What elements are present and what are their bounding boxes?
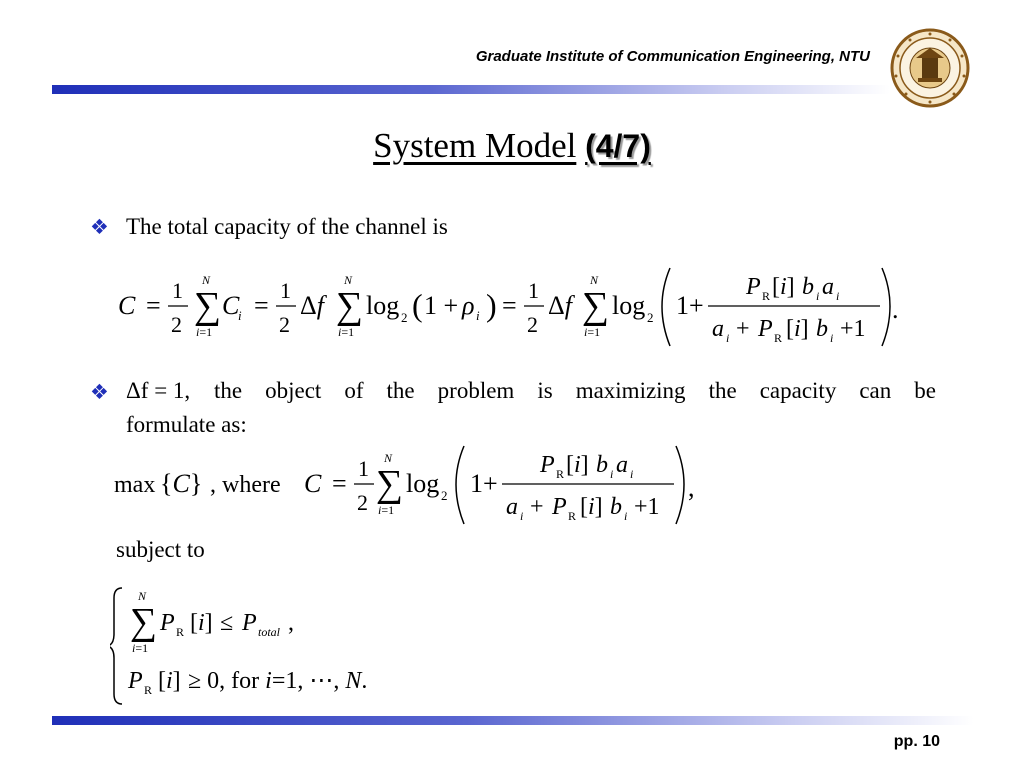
svg-text:2: 2 bbox=[527, 312, 538, 337]
subject-to-label: subject to bbox=[116, 537, 205, 562]
svg-text:, where: , where bbox=[210, 472, 281, 498]
svg-text:P: P bbox=[128, 668, 143, 694]
svg-text:[i]: [i] bbox=[158, 668, 181, 694]
svg-text:[i]: [i] bbox=[566, 452, 589, 478]
svg-text:i: i bbox=[624, 509, 628, 523]
svg-text:i: i bbox=[836, 289, 840, 303]
svg-text:a: a bbox=[506, 494, 518, 520]
bullet-1-text: The total capacity of the channel is bbox=[126, 214, 448, 239]
svg-text:∑: ∑ bbox=[582, 285, 610, 327]
svg-text:,: , bbox=[688, 473, 695, 502]
svg-text:[i]: [i] bbox=[772, 274, 795, 300]
svg-text:i=1: i=1 bbox=[378, 503, 395, 517]
slide-title bbox=[0, 126, 1024, 166]
svg-text:i: i bbox=[816, 289, 820, 303]
bullet-2-text-cont: formulate as: bbox=[126, 412, 247, 437]
diamond-bullet-icon: ❖ bbox=[90, 380, 109, 404]
svg-text:=: = bbox=[502, 291, 517, 320]
svg-text:R: R bbox=[144, 683, 153, 697]
svg-text:2: 2 bbox=[171, 312, 182, 337]
svg-text:R: R bbox=[176, 625, 185, 639]
svg-text:=: = bbox=[332, 469, 347, 498]
svg-text:): ) bbox=[486, 287, 497, 323]
svg-text:b: b bbox=[596, 452, 608, 478]
svg-text:∑: ∑ bbox=[336, 285, 364, 327]
svg-text:P: P bbox=[160, 610, 175, 636]
svg-text:i: i bbox=[830, 331, 834, 345]
constraints-render bbox=[110, 584, 450, 708]
svg-text:R: R bbox=[568, 509, 577, 523]
svg-text:C: C bbox=[222, 291, 240, 320]
institute-header: Graduate Institute of Communication Engineering, NTU bbox=[475, 48, 870, 65]
svg-text:=: = bbox=[146, 291, 161, 320]
svg-text:i=1: i=1 bbox=[584, 325, 601, 339]
ntu-seal-icon bbox=[890, 28, 970, 108]
svg-text:N: N bbox=[202, 273, 211, 287]
svg-text:log: log bbox=[612, 291, 646, 320]
svg-text:Δf: Δf bbox=[548, 291, 572, 320]
svg-text:1: 1 bbox=[172, 278, 183, 303]
svg-text:log: log bbox=[406, 469, 440, 498]
svg-text:i=1: i=1 bbox=[196, 325, 213, 339]
svg-text:≥ 0, for i=1, ⋯, N.: ≥ 0, for i=1, ⋯, N. bbox=[188, 668, 368, 694]
svg-text:log: log bbox=[366, 291, 400, 320]
svg-text:,: , bbox=[288, 610, 294, 636]
svg-text:total: total bbox=[258, 625, 281, 639]
svg-text:Δf: Δf bbox=[300, 291, 324, 320]
svg-text:1: 1 bbox=[358, 456, 369, 481]
svg-text:(: ( bbox=[412, 287, 423, 323]
svg-text:∑: ∑ bbox=[194, 285, 222, 327]
footer-divider-bar bbox=[52, 716, 974, 725]
svg-text:a: a bbox=[822, 274, 834, 300]
svg-text:∑: ∑ bbox=[130, 601, 158, 643]
objective-equation-render bbox=[110, 440, 710, 530]
page-number: pp. 10 bbox=[893, 733, 940, 750]
svg-text:1 +: 1 + bbox=[424, 291, 459, 320]
svg-text:+1: +1 bbox=[840, 316, 866, 342]
svg-text:a: a bbox=[616, 452, 628, 478]
svg-text:≤: ≤ bbox=[220, 610, 234, 636]
svg-text:{C}: {C} bbox=[160, 469, 203, 498]
svg-text:R: R bbox=[762, 289, 771, 303]
svg-text:2: 2 bbox=[441, 488, 448, 503]
svg-text:1+: 1+ bbox=[676, 291, 704, 320]
svg-text:+: + bbox=[736, 316, 750, 342]
slide-title-main: System Model bbox=[373, 126, 577, 165]
svg-text:i: i bbox=[520, 509, 524, 523]
svg-text:i: i bbox=[726, 331, 730, 345]
svg-text:[i]: [i] bbox=[786, 316, 809, 342]
header-divider-bar bbox=[52, 85, 890, 94]
svg-text:a: a bbox=[712, 316, 724, 342]
slide-title-part: (4/7) bbox=[585, 128, 651, 164]
svg-text:1: 1 bbox=[528, 278, 539, 303]
svg-text:ρ: ρ bbox=[462, 291, 475, 320]
svg-text:i: i bbox=[238, 308, 242, 323]
diamond-bullet-icon: ❖ bbox=[90, 215, 109, 239]
svg-text:∑: ∑ bbox=[376, 463, 404, 505]
svg-text:1+: 1+ bbox=[470, 469, 498, 498]
bullet-2-lead: Δf = 1, bbox=[126, 378, 191, 403]
capacity-equation-render bbox=[110, 262, 910, 354]
svg-text:2: 2 bbox=[647, 310, 654, 325]
svg-text:R: R bbox=[774, 331, 783, 345]
svg-text:+: + bbox=[530, 494, 544, 520]
svg-text:[i]: [i] bbox=[190, 610, 213, 636]
svg-text:N: N bbox=[344, 273, 353, 287]
svg-text:i=1: i=1 bbox=[338, 325, 355, 339]
svg-text:1: 1 bbox=[280, 278, 291, 303]
svg-text:C: C bbox=[118, 291, 136, 320]
svg-text:2: 2 bbox=[357, 490, 368, 515]
svg-text:N: N bbox=[138, 589, 147, 603]
bullet-2-text: the object of the problem is maximizing the capacity can be bbox=[214, 378, 936, 403]
svg-text:i: i bbox=[630, 467, 634, 481]
svg-text:P: P bbox=[552, 494, 567, 520]
svg-text:i: i bbox=[476, 308, 480, 323]
svg-text:b: b bbox=[610, 494, 622, 520]
svg-text:R: R bbox=[556, 467, 565, 481]
svg-text:P: P bbox=[242, 610, 257, 636]
svg-text:P: P bbox=[758, 316, 773, 342]
svg-text:P: P bbox=[746, 274, 761, 300]
svg-text:b: b bbox=[816, 316, 828, 342]
svg-text:C: C bbox=[304, 469, 322, 498]
svg-text:b: b bbox=[802, 274, 814, 300]
svg-text:N: N bbox=[590, 273, 599, 287]
svg-text:i: i bbox=[610, 467, 614, 481]
svg-text:.: . bbox=[892, 295, 899, 324]
svg-text:=: = bbox=[254, 291, 269, 320]
svg-text:[i]: [i] bbox=[580, 494, 603, 520]
svg-text:i=1: i=1 bbox=[132, 641, 149, 655]
svg-text:N: N bbox=[384, 451, 393, 465]
svg-text:P: P bbox=[540, 452, 555, 478]
svg-text:2: 2 bbox=[401, 310, 408, 325]
svg-text:2: 2 bbox=[279, 312, 290, 337]
svg-text:+1: +1 bbox=[634, 494, 660, 520]
svg-text:max: max bbox=[114, 472, 156, 498]
